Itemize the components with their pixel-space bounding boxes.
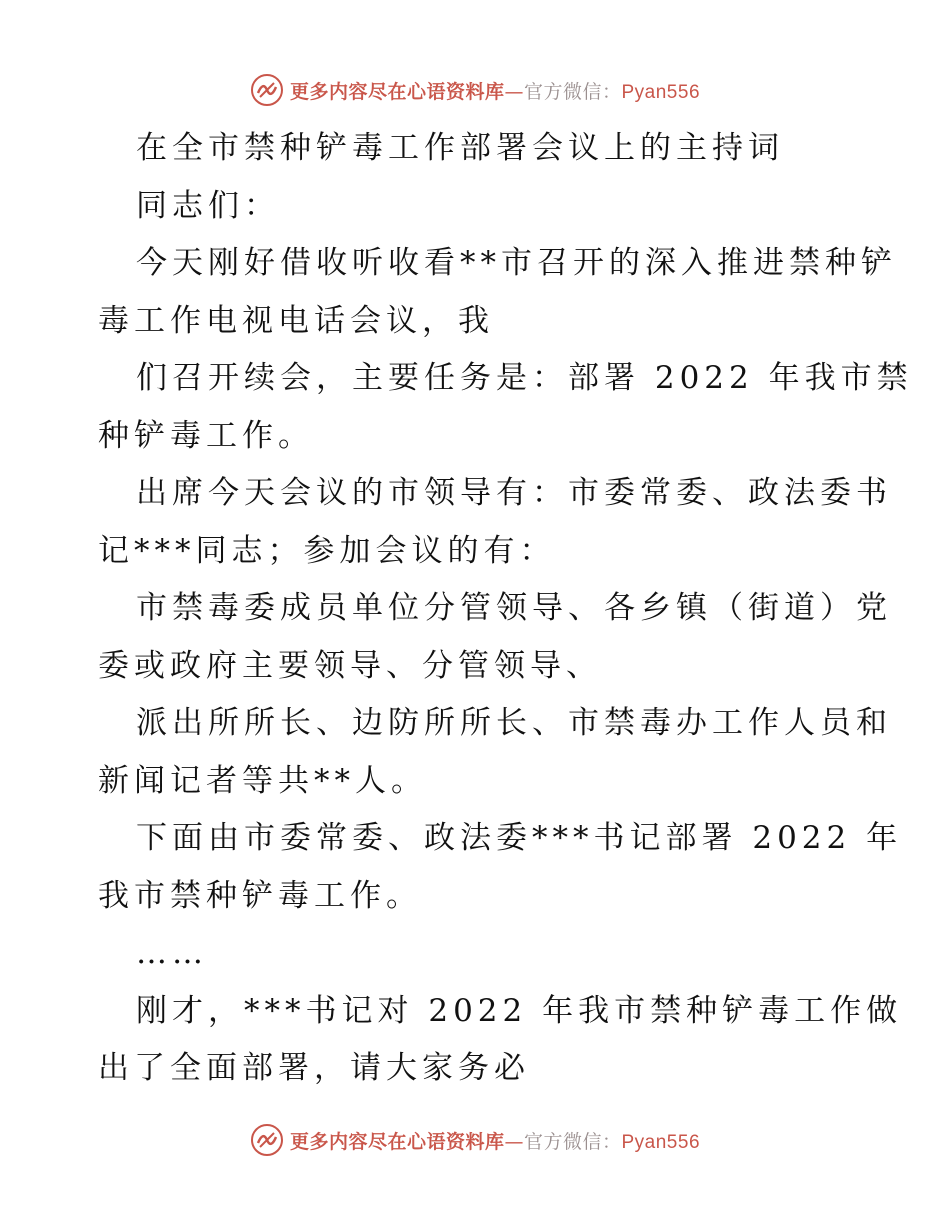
watermark-brand: 更多内容尽在心语资料库: [289, 80, 505, 103]
watermark-wechat-id: Pyan556: [621, 81, 701, 103]
paragraph-line: 下面由市委常委、政法委***书记部署 2022 年: [136, 820, 903, 856]
sound-wave-logo-icon: [250, 1123, 284, 1157]
watermark-official-label: 官方微信：: [523, 80, 622, 103]
paragraph-line: 派出所所长、边防所所长、市禁毒办工作人员和: [136, 705, 892, 741]
watermark-header: [0, 70, 950, 110]
paragraph-line: ……: [136, 935, 208, 971]
paragraph: [98, 925, 858, 983]
paragraph-line: 毒工作电视电话会议，我: [98, 302, 494, 339]
watermark-official-label: 官方微信：: [523, 1130, 622, 1153]
watermark-separator: —: [504, 80, 524, 103]
paragraph-line: 新闻记者等共**人。: [98, 762, 427, 799]
paragraph-line: 种铲毒工作。: [98, 417, 314, 454]
document-body: [98, 120, 913, 1098]
watermark-footer: [0, 1120, 950, 1160]
paragraph-line: 出了全面部署，请大家务必: [98, 1050, 530, 1086]
watermark-brand: 更多内容尽在心语资料库: [289, 1130, 505, 1153]
paragraph-line: 出席今天会议的市领导有：市委常委、政法委书: [136, 475, 892, 511]
paragraph-list: [98, 178, 913, 1098]
paragraph: [98, 810, 903, 925]
watermark-text: [290, 77, 700, 104]
sound-wave-logo-icon: [250, 73, 284, 107]
paragraph: [98, 235, 897, 350]
paragraph-line: 市禁毒委成员单位分管领导、各乡镇（街道）党: [136, 590, 892, 626]
watermark-text: [290, 1127, 700, 1154]
paragraph: [98, 580, 892, 695]
paragraph-line: 们召开续会，主要任务是：部署 2022 年我市禁: [136, 360, 913, 396]
paragraph-line: 委或政府主要领导、分管领导、: [98, 647, 602, 684]
watermark-separator: —: [504, 1130, 524, 1153]
paragraph-line: 记***同志；参加会议的有：: [98, 532, 556, 569]
watermark-wechat-id: Pyan556: [621, 1131, 701, 1153]
paragraph: [98, 350, 913, 465]
paragraph: [98, 178, 858, 236]
document-title: 在全市禁种铲毒工作部署会议上的主持词: [136, 130, 784, 166]
paragraph-line: 今天刚好借收听收看**市召开的深入推进禁种铲: [136, 245, 897, 281]
paragraph-line: 同志们：: [136, 187, 280, 224]
paragraph: [98, 465, 892, 580]
paragraph: [98, 695, 892, 810]
paragraph: [98, 983, 903, 1098]
paragraph-line: 刚才，***书记对 2022 年我市禁种铲毒工作做: [136, 992, 903, 1029]
paragraph-line: 我市禁种铲毒工作。: [98, 877, 422, 914]
